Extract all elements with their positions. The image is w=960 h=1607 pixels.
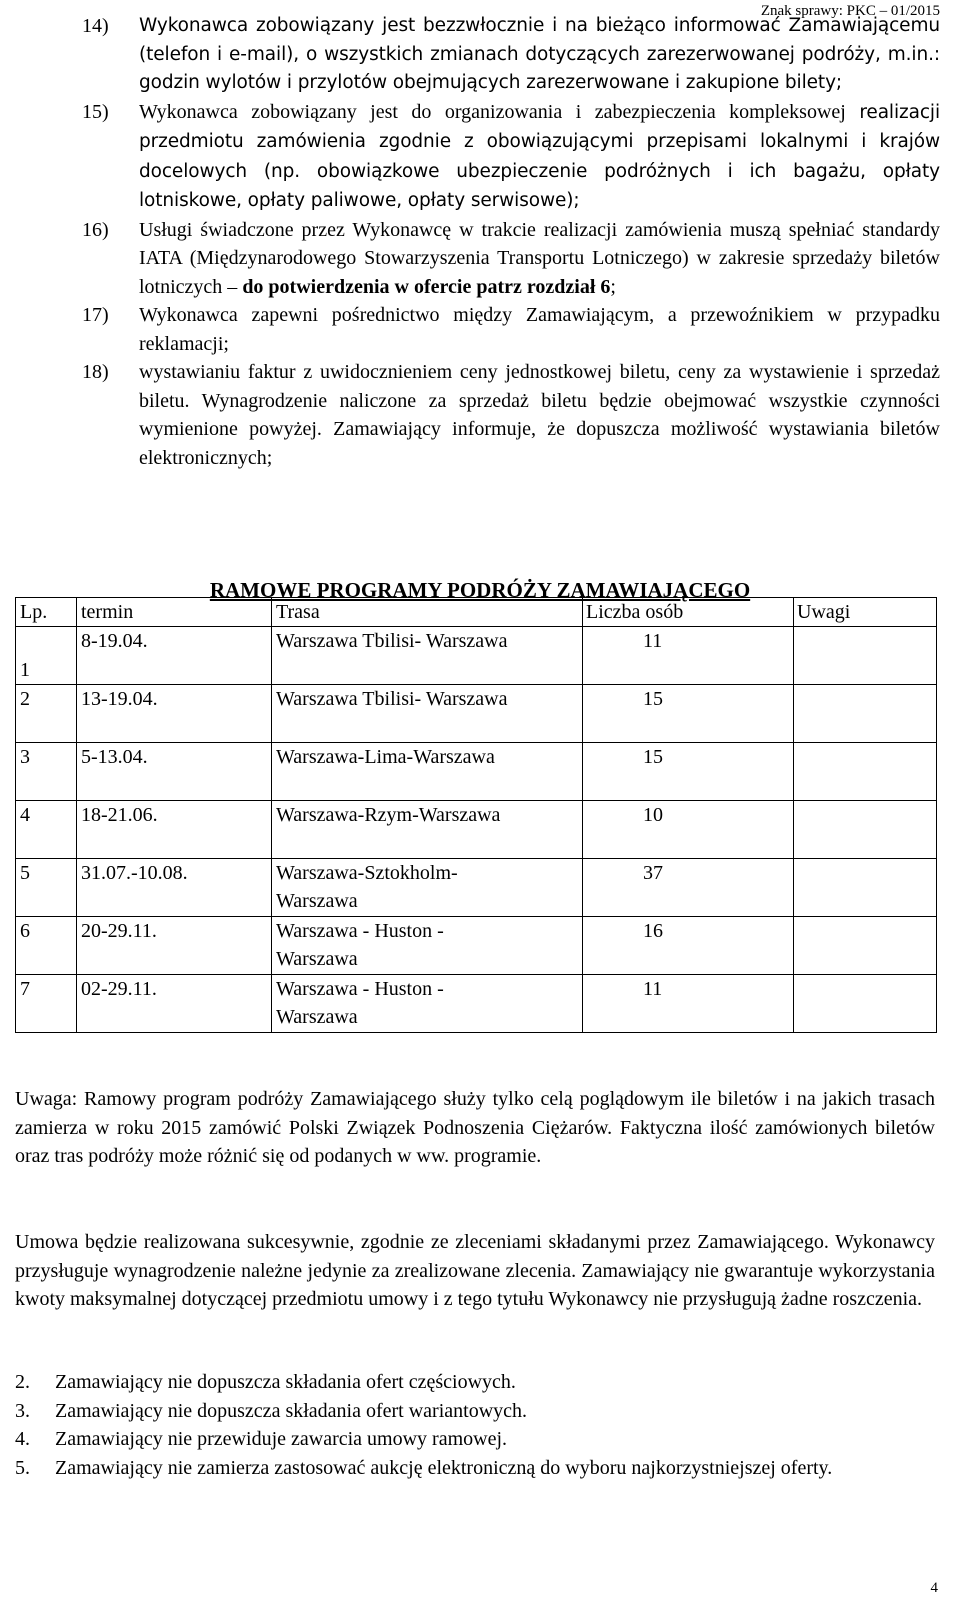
cell-liczba: 10: [583, 801, 794, 859]
cell-termin: 13-19.04.: [77, 685, 272, 743]
cell-termin: 18-21.06.: [77, 801, 272, 859]
header-uwagi: Uwagi: [794, 598, 937, 627]
numbered-list: [15, 1368, 935, 1482]
cell-uwagi: [794, 975, 937, 1033]
table-row: [16, 743, 937, 801]
cell-trasa-line1: Warszawa Tbilisi- Warszawa: [276, 630, 508, 652]
requirements-list: [82, 12, 940, 472]
numbered-item-text: Zamawiający nie dopuszcza składania ofert wariantowych.: [55, 1399, 528, 1422]
list-item-17: [82, 301, 940, 358]
program-table: [15, 597, 937, 1033]
cell-trasa: [272, 917, 583, 975]
numbered-item-text: Zamawiający nie dopuszcza składania ofert częściowych.: [55, 1371, 516, 1393]
cell-trasa-line2: Warszawa: [276, 1006, 358, 1028]
numbered-item: [15, 1425, 935, 1454]
cell-uwagi: [794, 685, 937, 743]
numbered-item-text: Zamawiający nie zamierza zastosować aukcję elektroniczną do wyboru najkorzystniejszej oferty.: [55, 1456, 833, 1479]
cell-uwagi: [794, 859, 937, 917]
cell-termin: 02-29.11.: [77, 975, 272, 1033]
cell-lp: 6: [16, 917, 77, 975]
item-number: 16): [82, 218, 109, 241]
cell-liczba: 11: [583, 975, 794, 1033]
program-title: RAMOWE PROGRAMY PODRÓŻY ZAMAWIAJĄCEGO: [209, 578, 751, 602]
numbered-item: [15, 1397, 935, 1426]
cell-lp: 4: [16, 801, 77, 859]
umowa-paragraph: Umowa będzie realizowana sukcesywnie, zgodnie ze zleceniami składanymi przez Zamawiającego. Wykonawcy przysługuje wynagrodzenie należne jedynie za zrealizowane zlecenia. Zamawiający nie gwarantuje wykorzystania kwoty maksymalnej dotyczącej przedmiotu umowy i z tego tytułu Wykonawcy nie przysługują żadne roszczenia.: [15, 1231, 935, 1310]
cell-liczba: 16: [583, 917, 794, 975]
header-lp: Lp.: [16, 598, 77, 627]
cell-trasa: [272, 743, 583, 801]
table-row: [16, 685, 937, 743]
item-text: [139, 216, 940, 302]
cell-trasa: [272, 685, 583, 743]
list-item-14: [82, 12, 940, 98]
cell-trasa: [272, 859, 583, 917]
uwaga-paragraph: Uwaga: Ramowy program podróży Zamawiającego służy tylko celą poglądowym ile biletów i na jakich trasach zamierza w roku 2015 zamówić Polski Związek Podnoszenia Ciężarów. Faktyczna ilość zamówionych biletów oraz tras podróży może różnić się od podanych w ww. programie.: [15, 1088, 935, 1167]
cell-lp: 3: [16, 743, 77, 801]
item-text-bold: do potwierdzenia w ofercie patrz rozdział 6: [242, 275, 611, 298]
list-item-15: [82, 98, 940, 216]
cell-trasa-line1: Warszawa-Lima-Warszawa: [276, 746, 495, 768]
cell-termin: 8-19.04.: [77, 627, 272, 685]
cell-trasa-line2: Warszawa: [276, 890, 358, 912]
cell-liczba: 15: [583, 685, 794, 743]
table-row: [16, 859, 937, 917]
numbered-item-text: Zamawiający nie przewiduje zawarcia umowy ramowej.: [55, 1428, 508, 1450]
cell-trasa: [272, 975, 583, 1033]
table-header-row: [16, 598, 937, 627]
cell-uwagi: [794, 743, 937, 801]
list-item-18: [82, 358, 940, 472]
numbered-item-number: 2.: [15, 1371, 30, 1393]
cell-trasa-line1: Warszawa Tbilisi- Warszawa: [276, 688, 508, 710]
cell-trasa-line1: Warszawa - Huston -: [276, 978, 444, 1000]
numbered-item-number: 3.: [15, 1399, 30, 1422]
table-row: [16, 627, 937, 685]
cell-trasa: [272, 801, 583, 859]
cell-lp: 2: [16, 685, 77, 743]
cell-liczba: 11: [583, 627, 794, 685]
item-text: Wykonawca zobowiązany jest bezzwłocznie i na bieżąco informować Zamawiającemu (telefon i e-mail), o wszystkich zmianach dotyczących zarezerwowanej podróży, m.in.: godzin wylotów i przylotów obejmujących zarezerwowane i zakupione bilety;: [139, 15, 940, 93]
cell-lp: 5: [16, 859, 77, 917]
cell-liczba: 37: [583, 859, 794, 917]
numbered-item-number: 4.: [15, 1428, 30, 1450]
item-number: 14): [82, 15, 109, 37]
item-text: [139, 98, 940, 216]
cell-lp: 7: [16, 975, 77, 1033]
item-text: wystawianiu faktur z uwidocznieniem ceny jednostkowej biletu, ceny za wystawienie i sprzedaż biletu. Wynagrodzenie naliczone za sprzedaż biletu będzie obejmować wszystkie czynności wymienione powyżej. Zamawiający informuje, że dopuszcza możliwość wystawiania biletów elektronicznych;: [139, 361, 940, 469]
case-reference: Znak sprawy: PKC – 01/2015: [760, 3, 940, 19]
cell-uwagi: [794, 627, 937, 685]
item-text-plain: Usługi świadczone przez Wykonawcę w trakcie realizacji zamówienia muszą spełniać standardy IATA (Międzynarodowego Stowarzyszenia Transportu Lotniczego) w zakresie sprzedaży biletów lotniczych –: [139, 218, 940, 298]
cell-liczba: 15: [583, 743, 794, 801]
header-liczba: Liczba osób: [583, 598, 794, 627]
numbered-item-number: 5.: [15, 1456, 30, 1479]
table-row: [16, 917, 937, 975]
cell-termin: 31.07.-10.08.: [77, 859, 272, 917]
cell-trasa: [272, 627, 583, 685]
cell-trasa-line1: Warszawa - Huston -: [276, 920, 444, 942]
cell-uwagi: [794, 801, 937, 859]
list-item-16: [82, 216, 940, 302]
cell-termin: 5-13.04.: [77, 743, 272, 801]
cell-uwagi: [794, 917, 937, 975]
page-number: 4: [930, 1579, 938, 1596]
item-number: 18): [82, 361, 109, 383]
item-text-a: Wykonawca zobowiązany jest do organizowania i zabezpieczenia kompleksowej: [139, 100, 846, 123]
table-row: [16, 801, 937, 859]
item-text-tail: ;: [610, 275, 616, 298]
cell-trasa-line1: Warszawa-Rzym-Warszawa: [276, 804, 501, 826]
table-row: [16, 975, 937, 1033]
cell-trasa-line2: Warszawa: [276, 948, 358, 970]
item-text-b: realizacji przedmiotu zamówienia zgodnie z obowiązującymi przepisami lokalnymi i krajów docelowych (np. obowiązkowe ubezpieczenie podróżnych i ich bagażu, opłaty lotniskowe, opłaty paliwowe, opłaty serwisowe);: [139, 101, 941, 211]
cell-trasa-line1: Warszawa-Sztokholm-: [276, 862, 458, 884]
numbered-item: [15, 1368, 935, 1397]
cell-lp: 1: [16, 627, 77, 685]
item-number: 17): [82, 304, 109, 326]
header-termin: termin: [77, 598, 272, 627]
header-trasa: Trasa: [272, 598, 583, 627]
cell-termin: 20-29.11.: [77, 917, 272, 975]
numbered-item: [15, 1454, 935, 1483]
item-text: Wykonawca zapewni pośrednictwo między Zamawiającym, a przewoźnikiem w przypadku reklamacji;: [139, 304, 940, 355]
item-number: 15): [82, 100, 109, 123]
